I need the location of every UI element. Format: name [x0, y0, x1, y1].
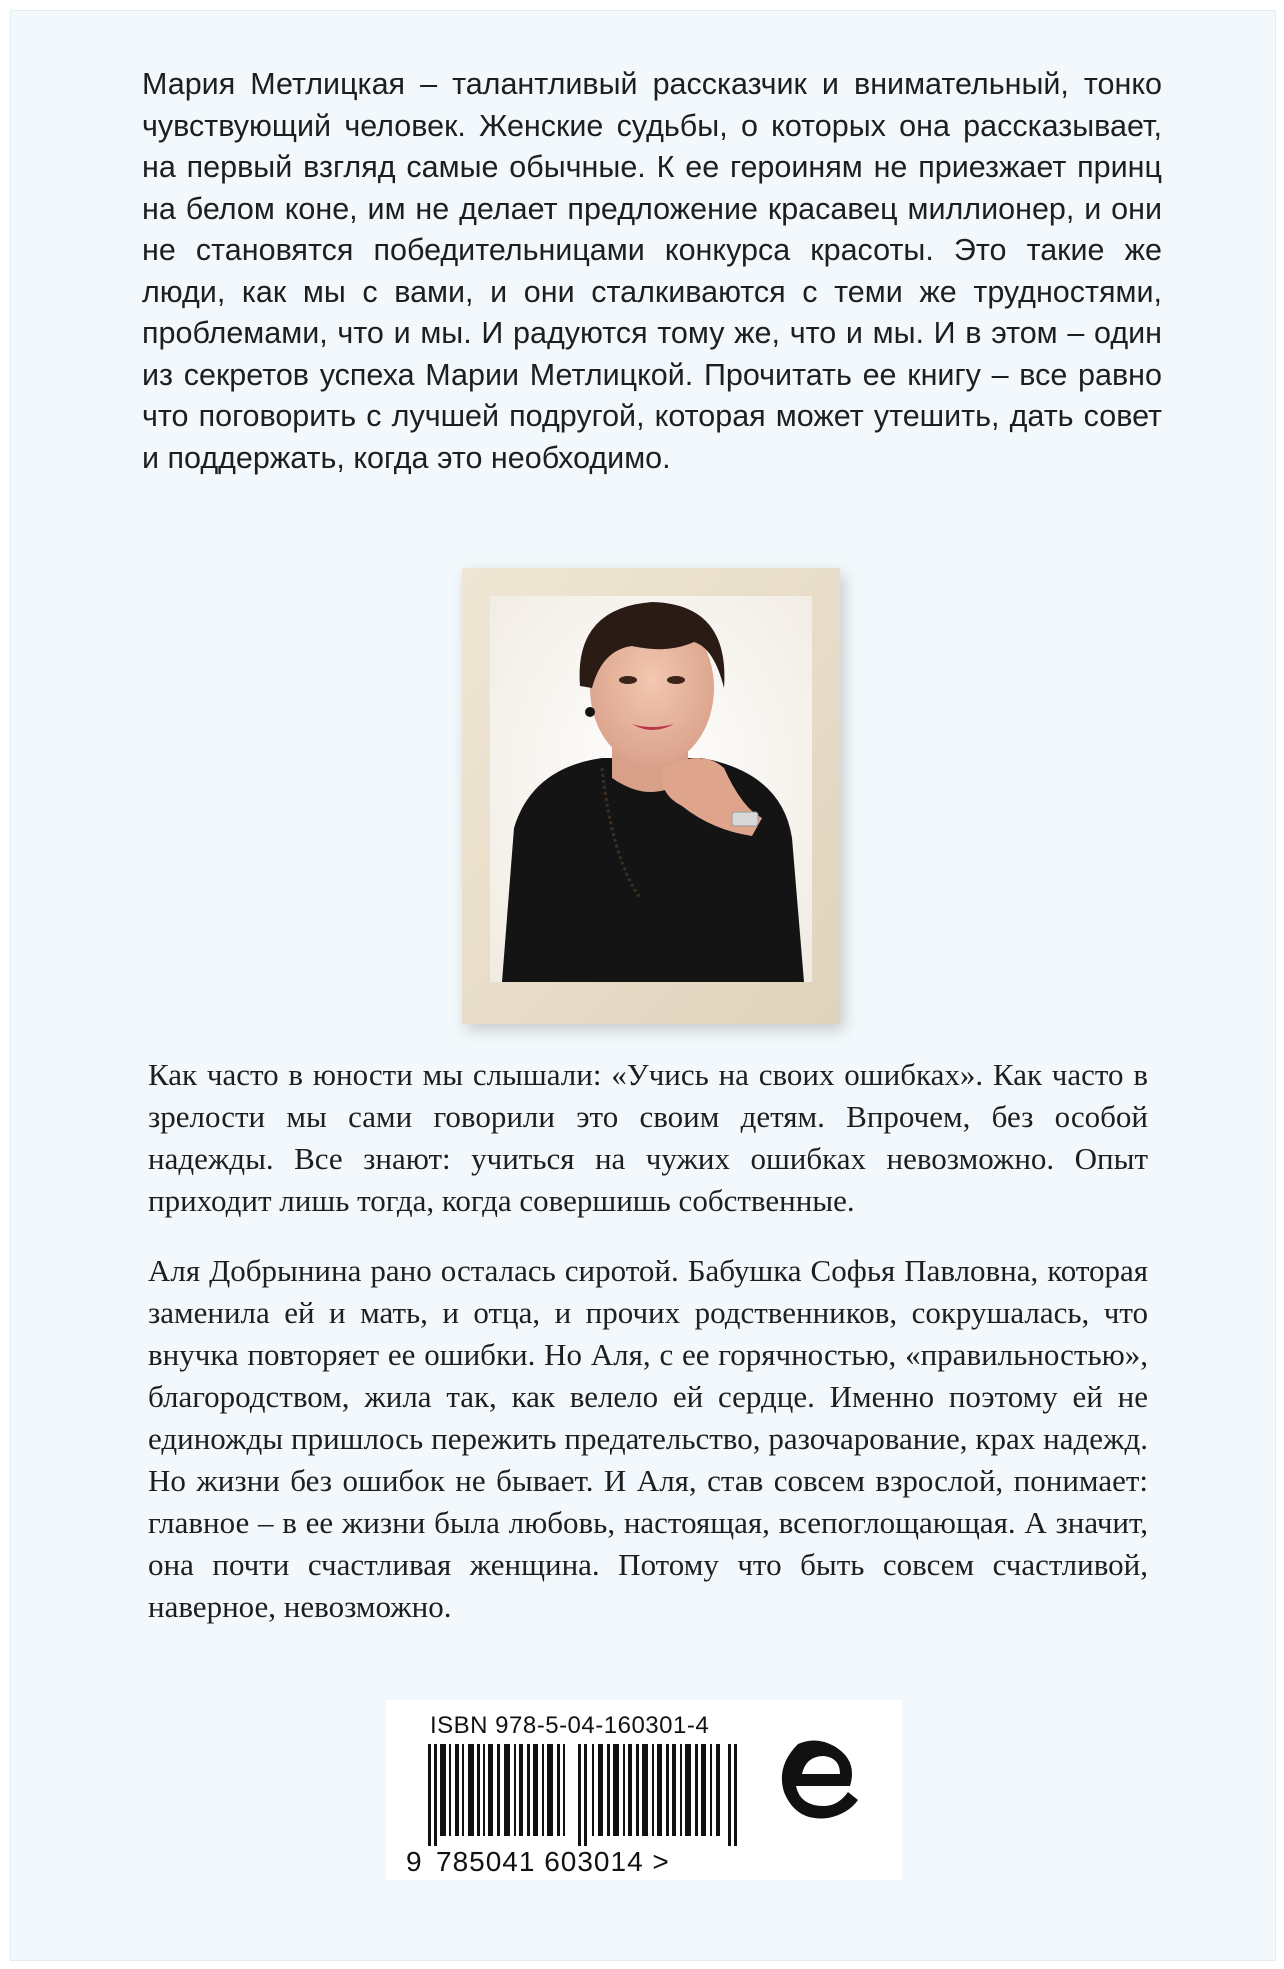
author-intro-text: Мария Метлицкая – талантливый рассказчик и внимательный, тонко чувствующий человек. Женские судьбы, о которых она рассказывает, на первый взгляд самые обычные. К ее героиням не приезжает принц на белом коне, им не делает предложение красавец миллионер, и они не становятся победительницами конкурса красоты. Это такие же люди, как мы с вами, и они сталкиваются с теми же трудностями, проблемами, что и мы. И радуются тому же, что и мы. И в этом – один из секретов успеха Марии Метлицкой. Прочитать ее книгу – все равно что поговорить с лучшей подругой, которая может утешить, дать совет и поддержать, когда это необходимо.: [142, 67, 1162, 475]
annotation-paragraph-1: Как часто в юности мы слышали: «Учись на своих ошибках». Как часто в зрелости мы сами говорили это своим детям. Впрочем, без особой надежды. Все знают: учиться на чужих ошибках невозможно. Опыт приходит лишь тогда, когда совершишь собственные.: [148, 1057, 1148, 1218]
barcode-digit-groups: 785041 603014 >: [436, 1846, 670, 1877]
isbn-block: [386, 1700, 902, 1880]
author-photo: [462, 568, 840, 1024]
isbn-label: ISBN 978-5-04-160301-4: [430, 1712, 710, 1739]
author-portrait: [462, 568, 840, 1024]
publisher-logo-icon: [768, 1730, 868, 1830]
barcode-first-digit: 9: [406, 1846, 423, 1877]
barcode: [428, 1744, 744, 1846]
annotation-paragraph-2: Аля Добрынина рано осталась сиротой. Бабушка Софья Павловна, которая заменила ей и мать, и отца, и прочих родственников, сокрушалась, что внучка повторяет ее ошибки. Но Аля, с ее горячностью, «правильностью», благородством, жила так, как велело ей сердце. Именно поэтому ей не единожды пришлось пережить предательство, разочарование, крах надежд. Но жизни без ошибок не бывает. И Аля, став совсем взрослой, понимает: главное – в ее жизни была любовь, настоящая, всепоглощающая. А значит, она почти счастливая женщина. Потому что быть совсем счастливой, наверное, невозможно.: [148, 1253, 1148, 1624]
